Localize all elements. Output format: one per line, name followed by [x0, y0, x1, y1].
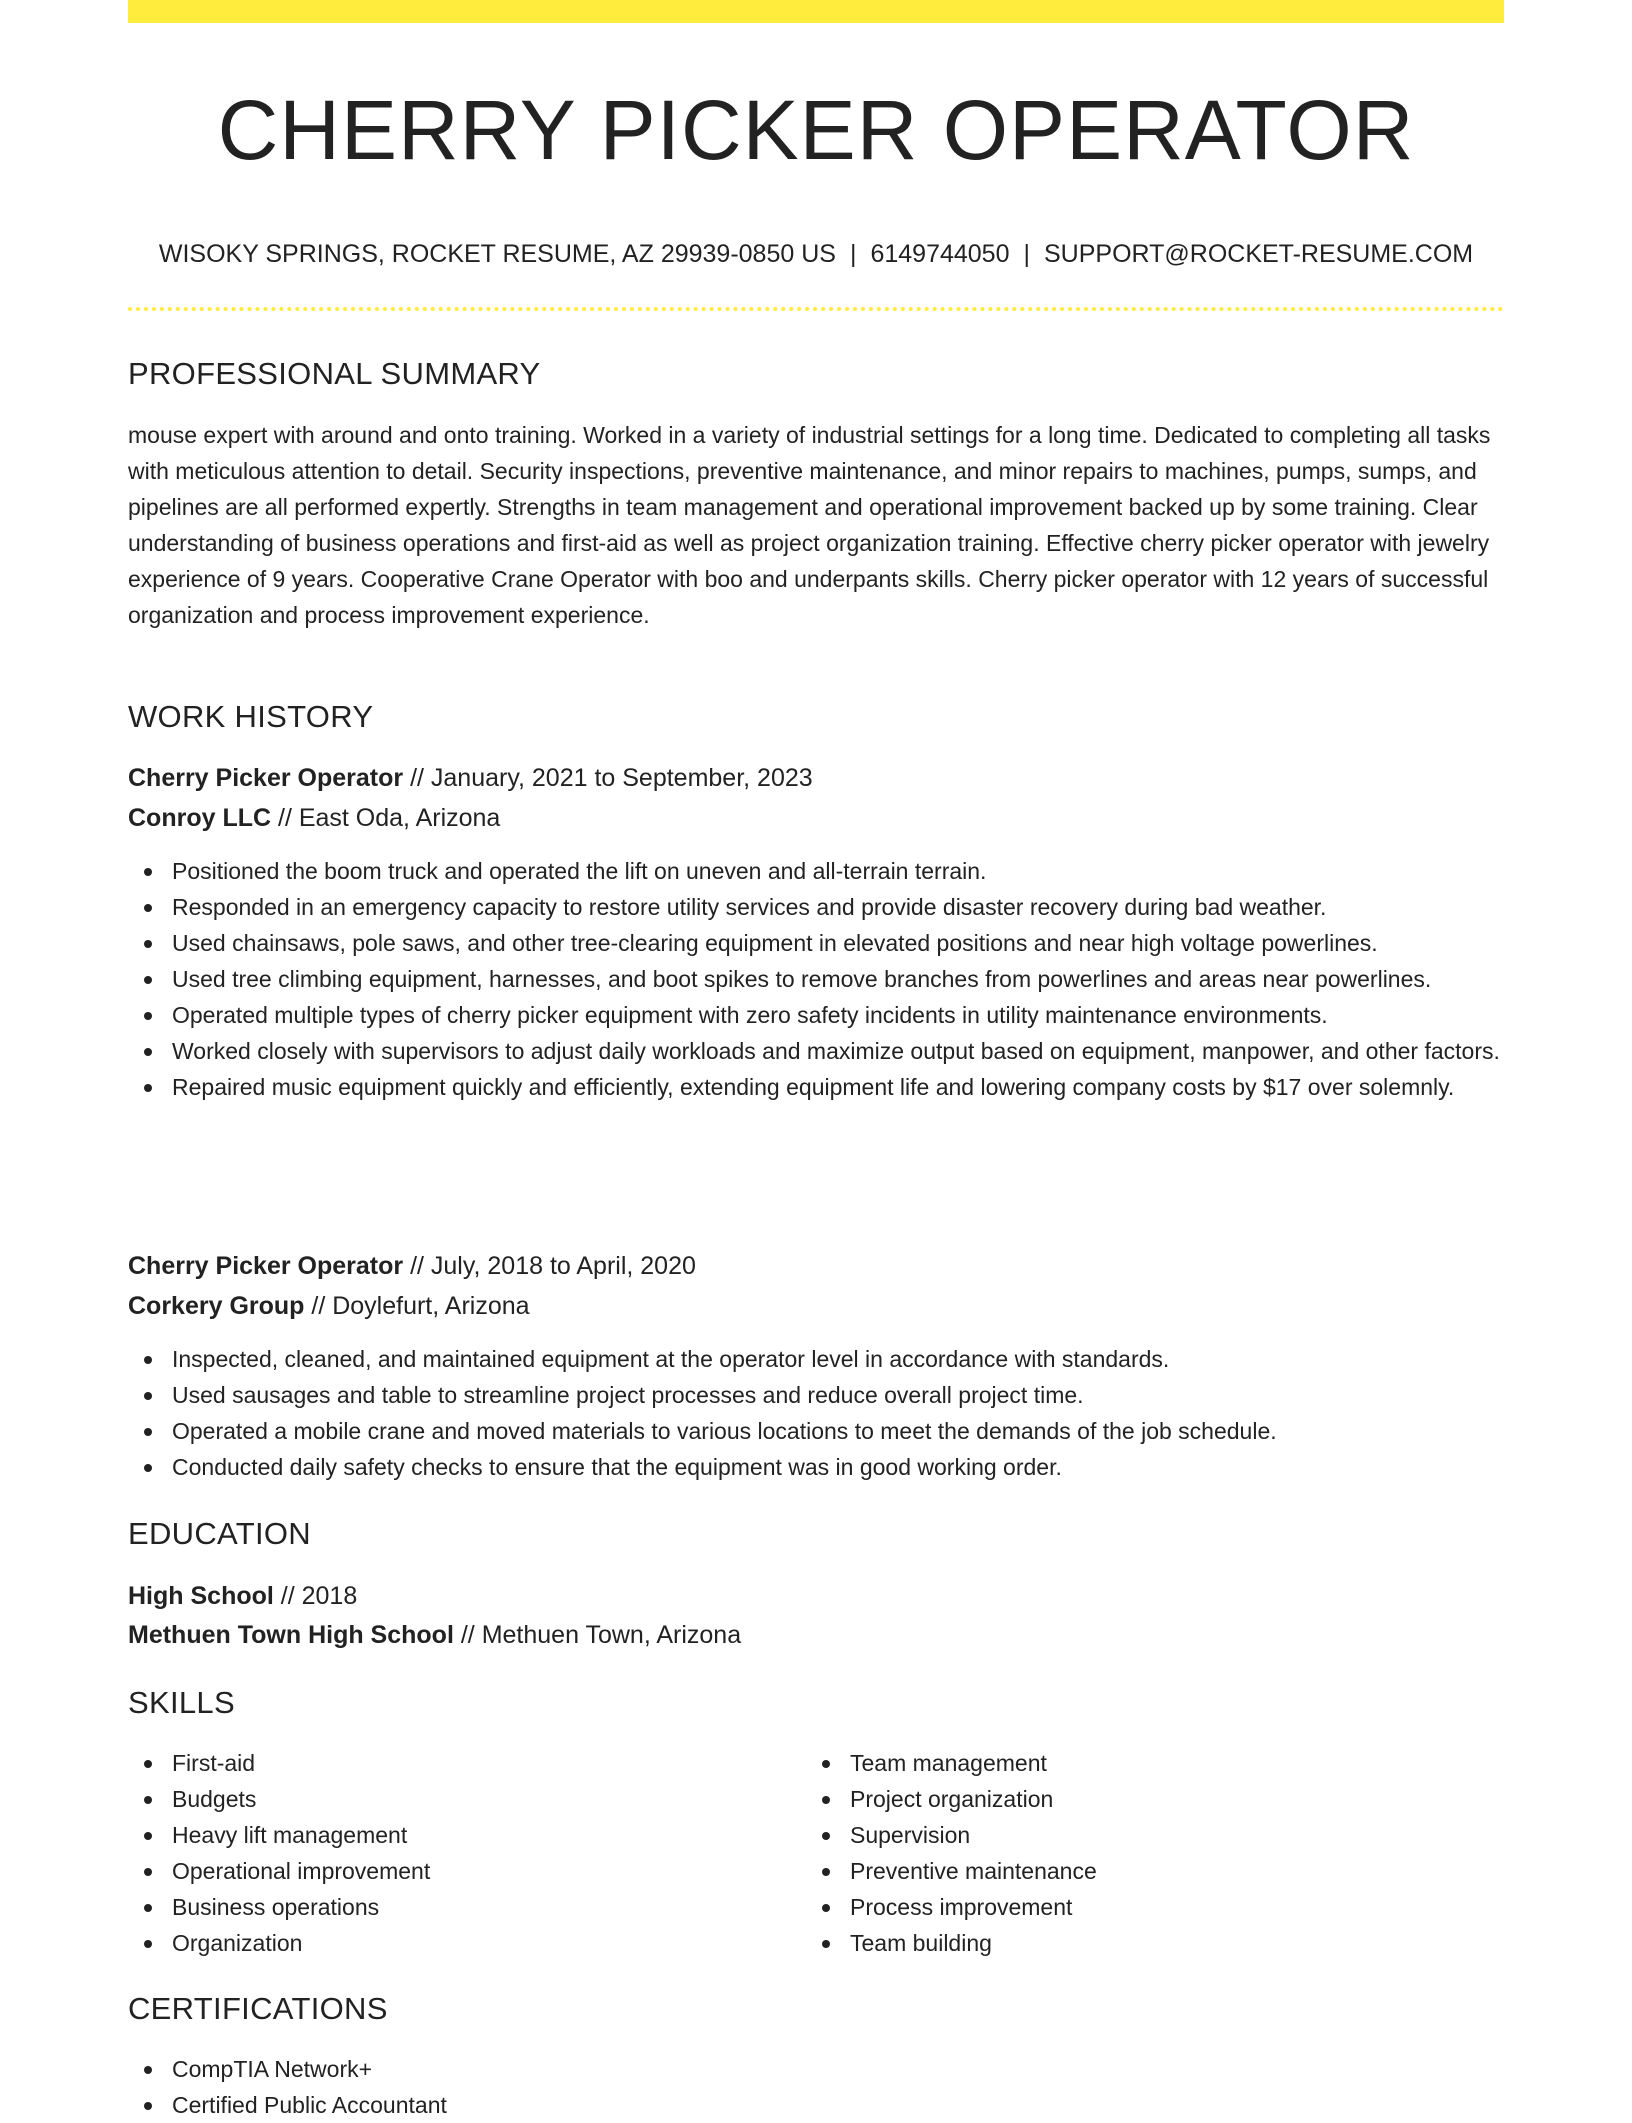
list-item: Conducted daily safety checks to ensure that the equipment was in good working order.: [172, 1449, 1504, 1485]
skill-item: Heavy lift management: [172, 1817, 792, 1853]
dotted-divider: [128, 307, 1504, 311]
skill-item: Supervision: [850, 1817, 1470, 1853]
skill-item: First-aid: [172, 1745, 792, 1781]
education-school-line: [128, 1615, 741, 1655]
skill-item: Business operations: [172, 1889, 792, 1925]
section-title-certifications: CERTIFICATIONS: [128, 1991, 388, 2026]
certifications-list: [128, 2051, 1504, 2123]
list-item: Positioned the boom truck and operated the lift on uneven and all-terrain terrain.: [172, 853, 1504, 889]
contact-separator: |: [849, 240, 857, 268]
contact-address: WISOKY SPRINGS, ROCKET RESUME, AZ 29939-0850 US: [158, 240, 836, 268]
education-location: // Methuen Town, Arizona: [453, 1621, 742, 1649]
list-item: Operated a mobile crane and moved materials to various locations to meet the demands of the job schedule.: [172, 1413, 1504, 1449]
contact-phone: 6149744050: [870, 240, 1010, 268]
list-item: Responded in an emergency capacity to restore utility services and provide disaster recovery during bad weather.: [172, 889, 1504, 925]
job-company: Corkery Group: [128, 1292, 305, 1320]
section-title-skills: SKILLS: [128, 1685, 235, 1720]
job-company-line: [128, 798, 500, 838]
accent-bar: [128, 0, 1504, 23]
skill-item: Operational improvement: [172, 1853, 792, 1889]
skill-item: Team management: [850, 1745, 1470, 1781]
certification-item: CompTIA Network+: [172, 2051, 1504, 2087]
resume-page: [128, 0, 1504, 2118]
certification-item: Certified Public Accountant: [172, 2087, 1504, 2123]
education-degree-line: [128, 1576, 357, 1616]
section-title-education: EDUCATION: [128, 1516, 311, 1551]
list-item: Used chainsaws, pole saws, and other tree-clearing equipment in elevated positions and near high voltage powerlines.: [172, 925, 1504, 961]
summary-text: mouse expert with around and onto training. Worked in a variety of industrial settings for a long time. Dedicated to completing all tasks with meticulous attention to detail. Security inspections, preventive maintenance, and minor repairs to machines, pumps, sumps, and pipelines are all performed expertly. Strengths in team management and operational improvement backed up by some training. Clear understanding of business operations and first-aid as well as project organization training. Effective cherry picker operator with jewelry experience of 9 years. Cooperative Crane Operator with boo and underpants skills. Cherry picker operator with 12 years of successful organization and process improvement experience.: [128, 422, 1491, 628]
job-location: // Doylefurt, Arizona: [304, 1292, 530, 1320]
contact-line: [128, 236, 1504, 272]
job-bullets: [128, 853, 1504, 1105]
skill-item: Project organization: [850, 1781, 1470, 1817]
skill-item: Budgets: [172, 1781, 792, 1817]
job-location: // East Oda, Arizona: [271, 804, 501, 832]
contact-separator: |: [1023, 240, 1030, 268]
list-item: Used sausages and table to streamline project processes and reduce overall project time.: [172, 1377, 1504, 1413]
list-item: Worked closely with supervisors to adjust daily workloads and maximize output based on equipment, manpower, and other factors.: [172, 1033, 1504, 1069]
job-company-line: [128, 1286, 530, 1326]
contact-email: SUPPORT@ROCKET-RESUME.COM: [1044, 240, 1474, 268]
list-item: Repaired music equipment quickly and efficiently, extending equipment life and lowering company costs by $17 over solemnly.: [172, 1069, 1504, 1105]
section-title-summary: PROFESSIONAL SUMMARY: [128, 356, 541, 391]
job-role: Cherry Picker Operator: [128, 764, 404, 792]
job-title-line: [128, 758, 813, 798]
education-degree: High School: [128, 1582, 274, 1610]
skill-item: Process improvement: [850, 1889, 1470, 1925]
resume-name: CHERRY PICKER OPERATOR: [217, 83, 1415, 177]
skills-list-right: [806, 1745, 1470, 1961]
job-title-line: [128, 1246, 696, 1286]
job-bullets: [128, 1341, 1504, 1485]
skill-item: Organization: [172, 1925, 792, 1961]
list-item: Used tree climbing equipment, harnesses, and boot spikes to remove branches from powerlines and areas near powerlines.: [172, 961, 1504, 997]
education-school: Methuen Town High School: [128, 1621, 454, 1649]
job-dates: // July, 2018 to April, 2020: [403, 1252, 696, 1280]
skill-item: Preventive maintenance: [850, 1853, 1470, 1889]
list-item: Operated multiple types of cherry picker equipment with zero safety incidents in utility maintenance environments.: [172, 997, 1504, 1033]
job-company: Conroy LLC: [128, 804, 272, 832]
education-year: // 2018: [273, 1582, 358, 1610]
list-item: Inspected, cleaned, and maintained equipment at the operator level in accordance with standards.: [172, 1341, 1504, 1377]
skill-item: Team building: [850, 1925, 1470, 1961]
job-role: Cherry Picker Operator: [128, 1252, 404, 1280]
job-dates: // January, 2021 to September, 2023: [403, 764, 813, 792]
skills-list-left: [128, 1745, 792, 1961]
section-title-work: WORK HISTORY: [128, 699, 374, 734]
